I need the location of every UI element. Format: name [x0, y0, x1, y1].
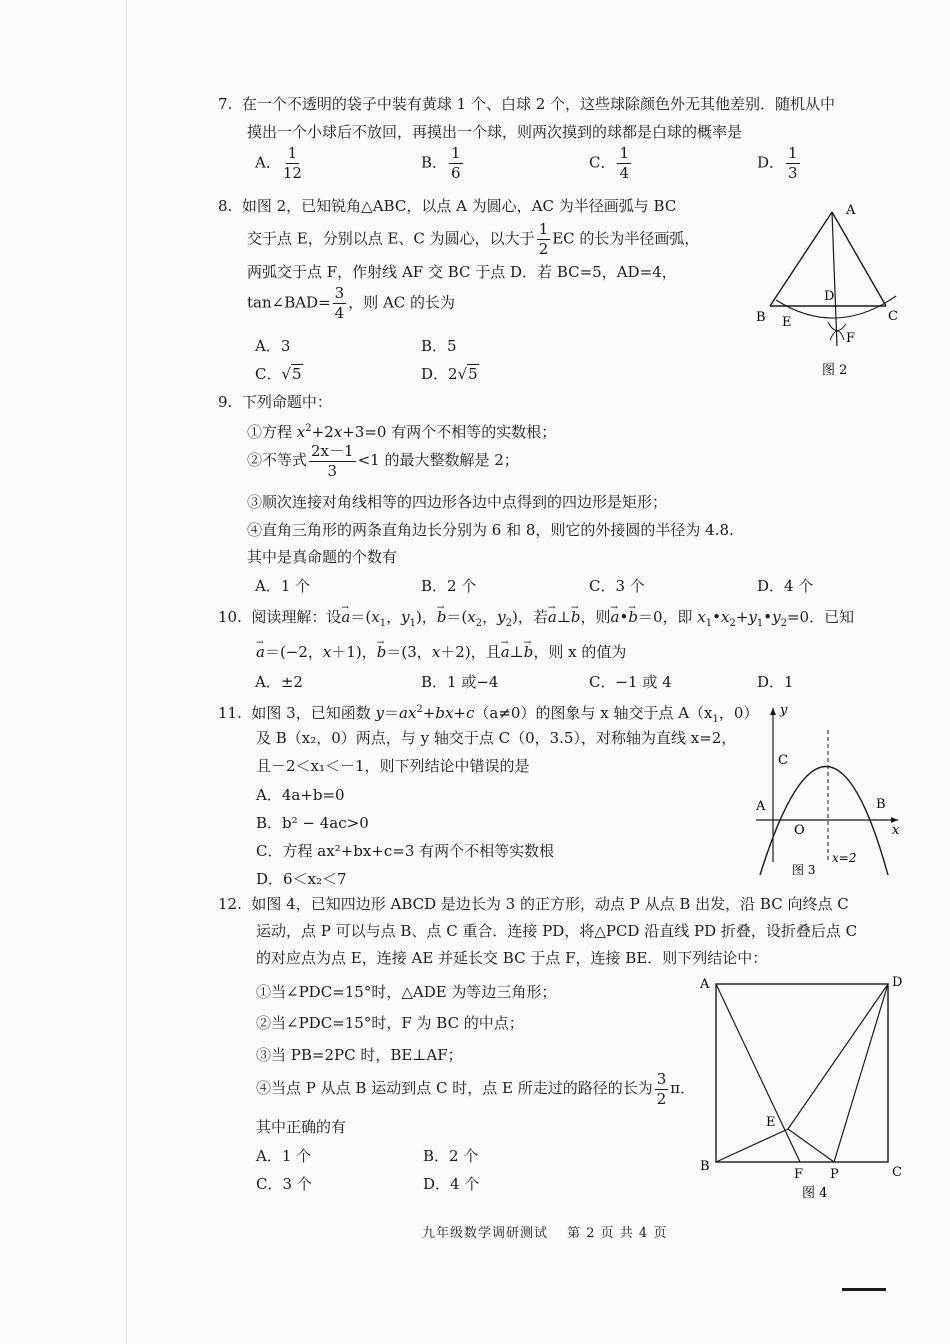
figure-4 [694, 972, 910, 1204]
page-footer: 九年级数学调研测试 第 2 页 共 4 页 [422, 1226, 668, 1241]
fig4-label-a: A [700, 977, 710, 992]
q9-option-c: C．3 个 [589, 577, 645, 595]
q12-line3: 的对应点为点 E，连接 AE 并延长交 BC 于点 F，连接 BE．则下列结论中： [256, 949, 768, 967]
fig3-label-x: x [892, 823, 900, 838]
q10-option-c: C．−1 或 4 [589, 673, 672, 691]
fig2-side-ac [832, 212, 886, 306]
q12-question: 其中正确的有 [256, 1118, 347, 1136]
fig4-line-af [716, 984, 800, 1162]
fig4-label-e: E [766, 1115, 776, 1130]
fig4-line-de [788, 984, 888, 1129]
fig4-label-c: C [892, 1165, 902, 1180]
q12-option-c: C．3 个 [256, 1175, 312, 1193]
q7-number: 7. [218, 95, 233, 113]
fig4-line-be [716, 1129, 788, 1162]
q12-number: 12. [218, 895, 242, 913]
fig3-label-y: y [780, 703, 788, 718]
fig3-axis-label: x=2 [832, 851, 857, 865]
figure-3 [748, 700, 908, 880]
q7-option-b: B． $\frac{1}{6}$ [421, 144, 461, 182]
q9-statement-2: ②不等式 $\frac{2x-1}{3}$ <1 的最大整数解是 2； [247, 441, 519, 480]
fig2-label-e: E [782, 315, 792, 330]
fig2-label-a: A [846, 203, 856, 218]
fig4-line-dp [834, 984, 888, 1162]
fig3-parabola [760, 767, 888, 876]
fig2-label-b: B [756, 310, 766, 325]
q9-line-intro: 9. 下列命题中： [218, 393, 332, 411]
q10-line2: → a＝(−2，x＋1)，→ b＝(3，x＋2)，且→ a⊥→ b，则 x 的值为 [256, 642, 626, 662]
q9-option-a: A．1 个 [255, 577, 311, 595]
q11-line3: 且－2＜x₁＜－1，则下列结论中错误的是 [256, 757, 530, 775]
figure-2 [750, 198, 910, 388]
q9-number: 9. [218, 393, 233, 411]
fig3-label-a: A [756, 799, 766, 814]
q8-option-b: B．5 [421, 337, 457, 355]
q10-line1: 10. 阅读理解：设→ $a=(x_1$，$y_1$)，→ $b=(x_2$，$y_2$)，若→ a⊥→ b，则→ a•→ b＝0，即 $x_1•x_2+y_1•y_2=0$．已知 [218, 607, 854, 634]
q10-number: 10. [218, 608, 242, 626]
q8-line4: tan∠BAD= $\frac{3}{4}$ ，则 AC 的长为 [247, 284, 456, 322]
fig4-label-p: P [830, 1167, 839, 1182]
q8-option-c: C．√5 [255, 365, 302, 383]
q11-option-a: A．4a+b=0 [256, 786, 345, 804]
q8-line2: 交于点 E，分别以点 E、C 为圆心，以大于 $\frac{1}{2}$ EC 的长为半径画弧， [247, 220, 700, 258]
fig3-label-o: O [794, 823, 805, 838]
fig2-arc-f1 [828, 322, 846, 331]
q10-option-d: D．1 [757, 673, 794, 691]
q10-option-b: B．1 或−4 [421, 673, 499, 691]
scan-edge [126, 0, 127, 1344]
q11-option-b: B．b² − 4ac>0 [256, 814, 369, 832]
fig2-side-ab [770, 212, 835, 306]
q11-option-d: D．6＜x₂＜7 [256, 870, 347, 888]
fig3-caption: 图 3 [792, 863, 816, 877]
fig4-label-b: B [700, 1159, 710, 1174]
q12-line2: 运动，点 P 可以与点 B、点 C 重合．连接 PD，将△PCD 沿直线 PD 折叠，设折叠后点 C [256, 922, 858, 940]
q12-option-a: A．1 个 [256, 1147, 312, 1165]
q9-statement-1: ①方程 $x^2+2x+3=0$ 有两个不相等的实数根； [247, 423, 557, 441]
fig4-square [716, 984, 888, 1162]
q11-option-c: C．方程 ax²+bx+c=3 有两个不相等实数根 [256, 842, 555, 860]
fig4-line-ep [788, 1129, 834, 1162]
footer-rule [842, 1288, 886, 1291]
q9-statement-4: ④直角三角形的两条直角边长分别为 6 和 8，则它的外接圆的半径为 4.8. [247, 521, 734, 539]
fig2-caption: 图 2 [822, 363, 848, 378]
q7-option-a: A． $\frac{1}{12}$ [255, 144, 302, 182]
fig4-label-f: F [794, 1167, 804, 1182]
q9-option-b: B．2 个 [421, 577, 477, 595]
fig4-label-d: D [892, 975, 903, 990]
q8-option-d: D．2√5 [421, 365, 478, 383]
q8-option-a: A．3 [255, 337, 291, 355]
fig2-label-f: F [846, 331, 856, 346]
fig2-ray-af [832, 212, 837, 346]
fig3-label-b: B [876, 797, 886, 812]
fig2-label-d: D [824, 289, 835, 304]
q7-text1: 在一个不透明的袋子中装有黄球 1 个、白球 2 个，这些球除颜色外无其他差别．随机从中 [241, 95, 836, 113]
q12-option-d: D．4 个 [423, 1175, 480, 1193]
q7-option-c: C． $\frac{1}{4}$ [589, 144, 630, 182]
q12-statement-2: ②当∠PDC=15°时，F 为 BC 的中点； [256, 1014, 524, 1032]
q8-line3: 两弧交于点 F，作射线 AF 交 BC 于点 D．若 BC=5，AD=4， [247, 263, 677, 281]
q7-option-d: D． $\frac{1}{3}$ [757, 144, 798, 182]
q9-statement-3: ③顺次连接对角线相等的四边形各边中点得到的四边形是矩形； [247, 493, 668, 511]
q7-line1 [218, 94, 835, 114]
q8-line1: 8. 如图 2，已知锐角△ABC，以点 A 为圆心，AC 为半径画弧与 BC [218, 197, 677, 215]
q9-question: 其中是真命题的个数有 [247, 548, 398, 566]
q8-number: 8. [218, 197, 233, 215]
q12-statement-4: ④当点 P 从点 B 运动到点 C 时，点 E 所走过的路径的长为 $\frac{3}{2}$ π． [256, 1069, 696, 1108]
q11-number: 11. [218, 704, 242, 722]
q12-option-b: B．2 个 [423, 1147, 479, 1165]
q12-statement-1: ①当∠PDC=15°时，△ADE 为等边三角形； [256, 983, 557, 1001]
fig2-label-c: C [888, 309, 898, 324]
q9-option-d: D．4 个 [757, 577, 814, 595]
q10-option-a: A．±2 [255, 673, 303, 691]
q12-line1: 12. 如图 4，已知四边形 ABCD 是边长为 3 的正方形，动点 P 从点 B 出发，沿 BC 向终点 C [218, 895, 849, 913]
fig4-caption: 图 4 [802, 1186, 828, 1201]
q11-line1: 11. 如图 3，已知函数 $y=ax^2+bx+c(a\ne 0)$的图象与 x 轴交于点 $A(x_1$，0） [218, 704, 759, 725]
q12-statement-3: ③当 PB=2PC 时，BE⊥AF； [256, 1046, 463, 1064]
q7-line2: 摸出一个小球后不放回，再摸出一个球，则两次摸到的球都是白球的概率是 [247, 123, 743, 141]
fig3-label-c: C [778, 753, 788, 768]
q11-line2: 及 B（x₂，0）两点，与 y 轴交于点 C（0，3.5），对称轴为直线 x=2， [256, 729, 737, 747]
